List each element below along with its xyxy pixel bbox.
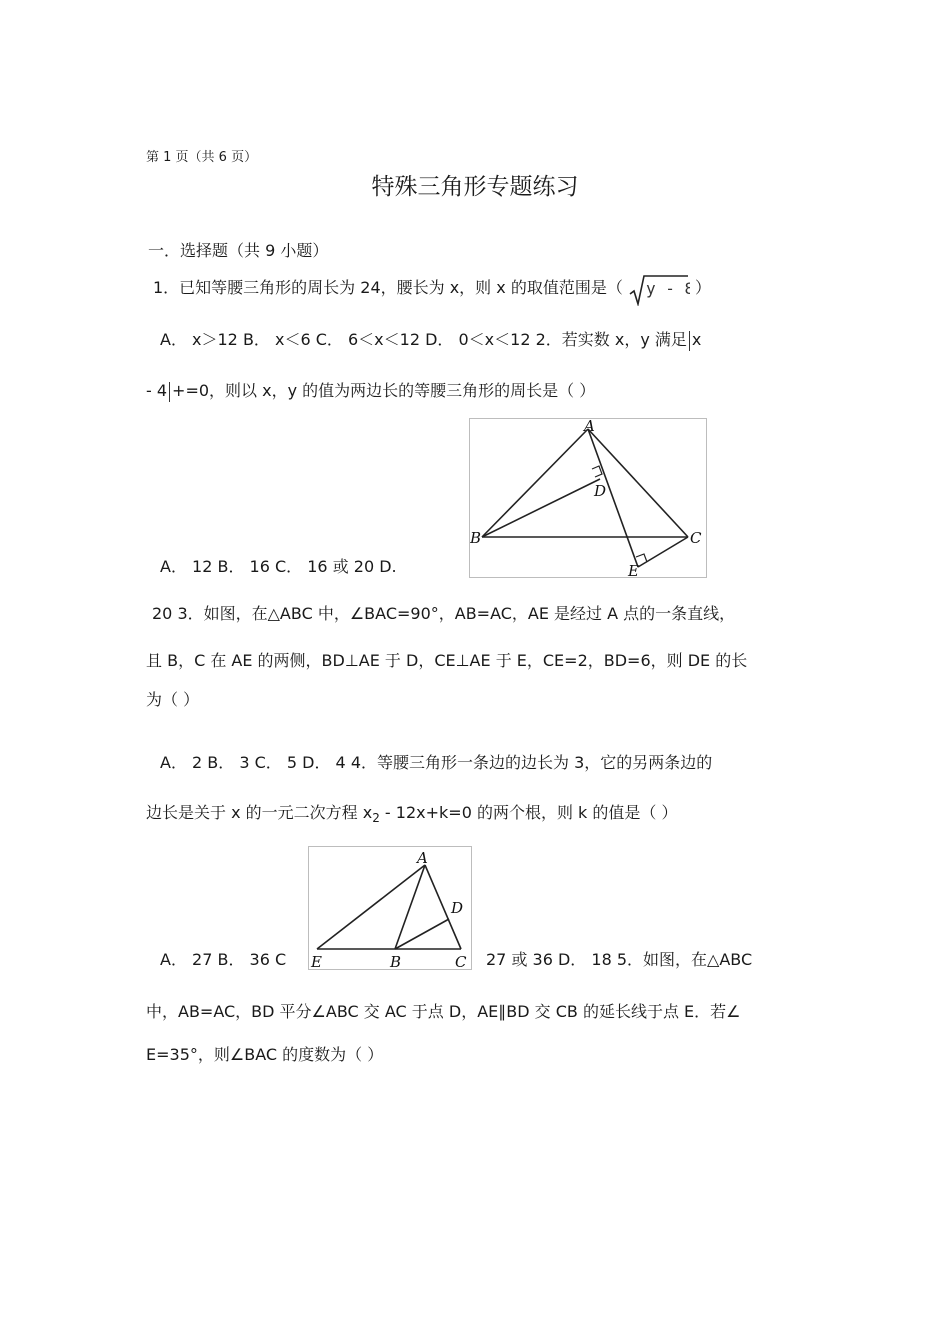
fig2-label-d: D [451, 899, 464, 917]
figure-2-triangle [308, 846, 472, 970]
fig1-label-e: E [628, 562, 639, 577]
exponent-subscript: 2 [372, 811, 380, 826]
fig1-label-c: C [690, 529, 702, 547]
question-5-stem-line1: 中，AB=AC，BD 平分∠ABC 交 AC 于点 D，AE∥BD 交 CB 的延长线于点 E．若∠ [146, 1002, 741, 1021]
question-5-stem-line2: E=35°，则∠BAC 的度数为（ ） [146, 1045, 384, 1064]
fig2-label-b: B [390, 953, 402, 969]
question-1-close: ） [695, 278, 712, 297]
question-4-text-b: - 12x+k=0 的两个根，则 k 的值是（ ） [379, 803, 678, 822]
abs-bar-right [169, 382, 170, 402]
question-1-stem [153, 270, 711, 306]
options-and-q2-text: A． x＞12 B． x＜6 C． 6＜x＜12 D． 0＜x＜12 2．若实数 x，y 满足 [160, 330, 687, 349]
fig2-label-a: A [417, 849, 428, 867]
abs-minus-4: - 4 [146, 381, 168, 400]
question-1-options-q2-start [160, 330, 701, 351]
section-heading: 一．选择题（共 9 小题） [148, 241, 329, 260]
fig1-label-a: A [584, 419, 595, 435]
question-4-options-a: A． 27 B． 36 C [160, 950, 287, 969]
radical-content: y - 8 [645, 278, 690, 298]
question-2-stem-cont [146, 381, 595, 402]
question-3-stem-line3: 为（ ） [146, 690, 200, 709]
fig2-label-c: C [455, 953, 467, 969]
question-1-text: 1．已知等腰三角形的周长为 24，腰长为 x，则 x 的取值范围是（ [153, 278, 623, 297]
abs-var-x: x [691, 330, 702, 349]
question-4-text-a: 边长是关于 x 的一元二次方程 x [146, 803, 373, 822]
abs-bar-left [689, 331, 690, 351]
question-3-stem-line1: 20 3．如图，在△ABC 中，∠BAC=90°，AB=AC，AE 是经过 A 点的一条直线， [152, 604, 736, 623]
page-header: 第 1 页（共 6 页） [146, 150, 258, 165]
figure-1-triangle [469, 418, 707, 578]
question-4-stem [146, 803, 678, 828]
fig2-label-e: E [311, 953, 322, 969]
fig1-label-b: B [470, 529, 482, 547]
fig1-label-d: D [594, 482, 607, 500]
question-2-options: A． 12 B． 16 C． 16 或 20 D. [160, 557, 397, 576]
page-title: 特殊三角形专题练习 [371, 174, 579, 200]
question-2-text: +=0，则以 x，y 的值为两边长的等腰三角形的周长是（ ） [172, 381, 596, 400]
question-4-options-b-q5-start: 27 或 36 D． 18 5．如图，在△ABC [486, 950, 753, 969]
question-3-options-q4-start: A． 2 B． 3 C． 5 D． 4 4．等腰三角形一条边的边长为 3，它的另两条边的 [160, 753, 713, 772]
question-3-stem-line2: 且 B，C 在 AE 的两侧，BD⊥AE 于 D，CE⊥AE 于 E，CE=2，BD=6，则 DE 的长 [146, 651, 748, 670]
radical-expression [628, 272, 690, 306]
